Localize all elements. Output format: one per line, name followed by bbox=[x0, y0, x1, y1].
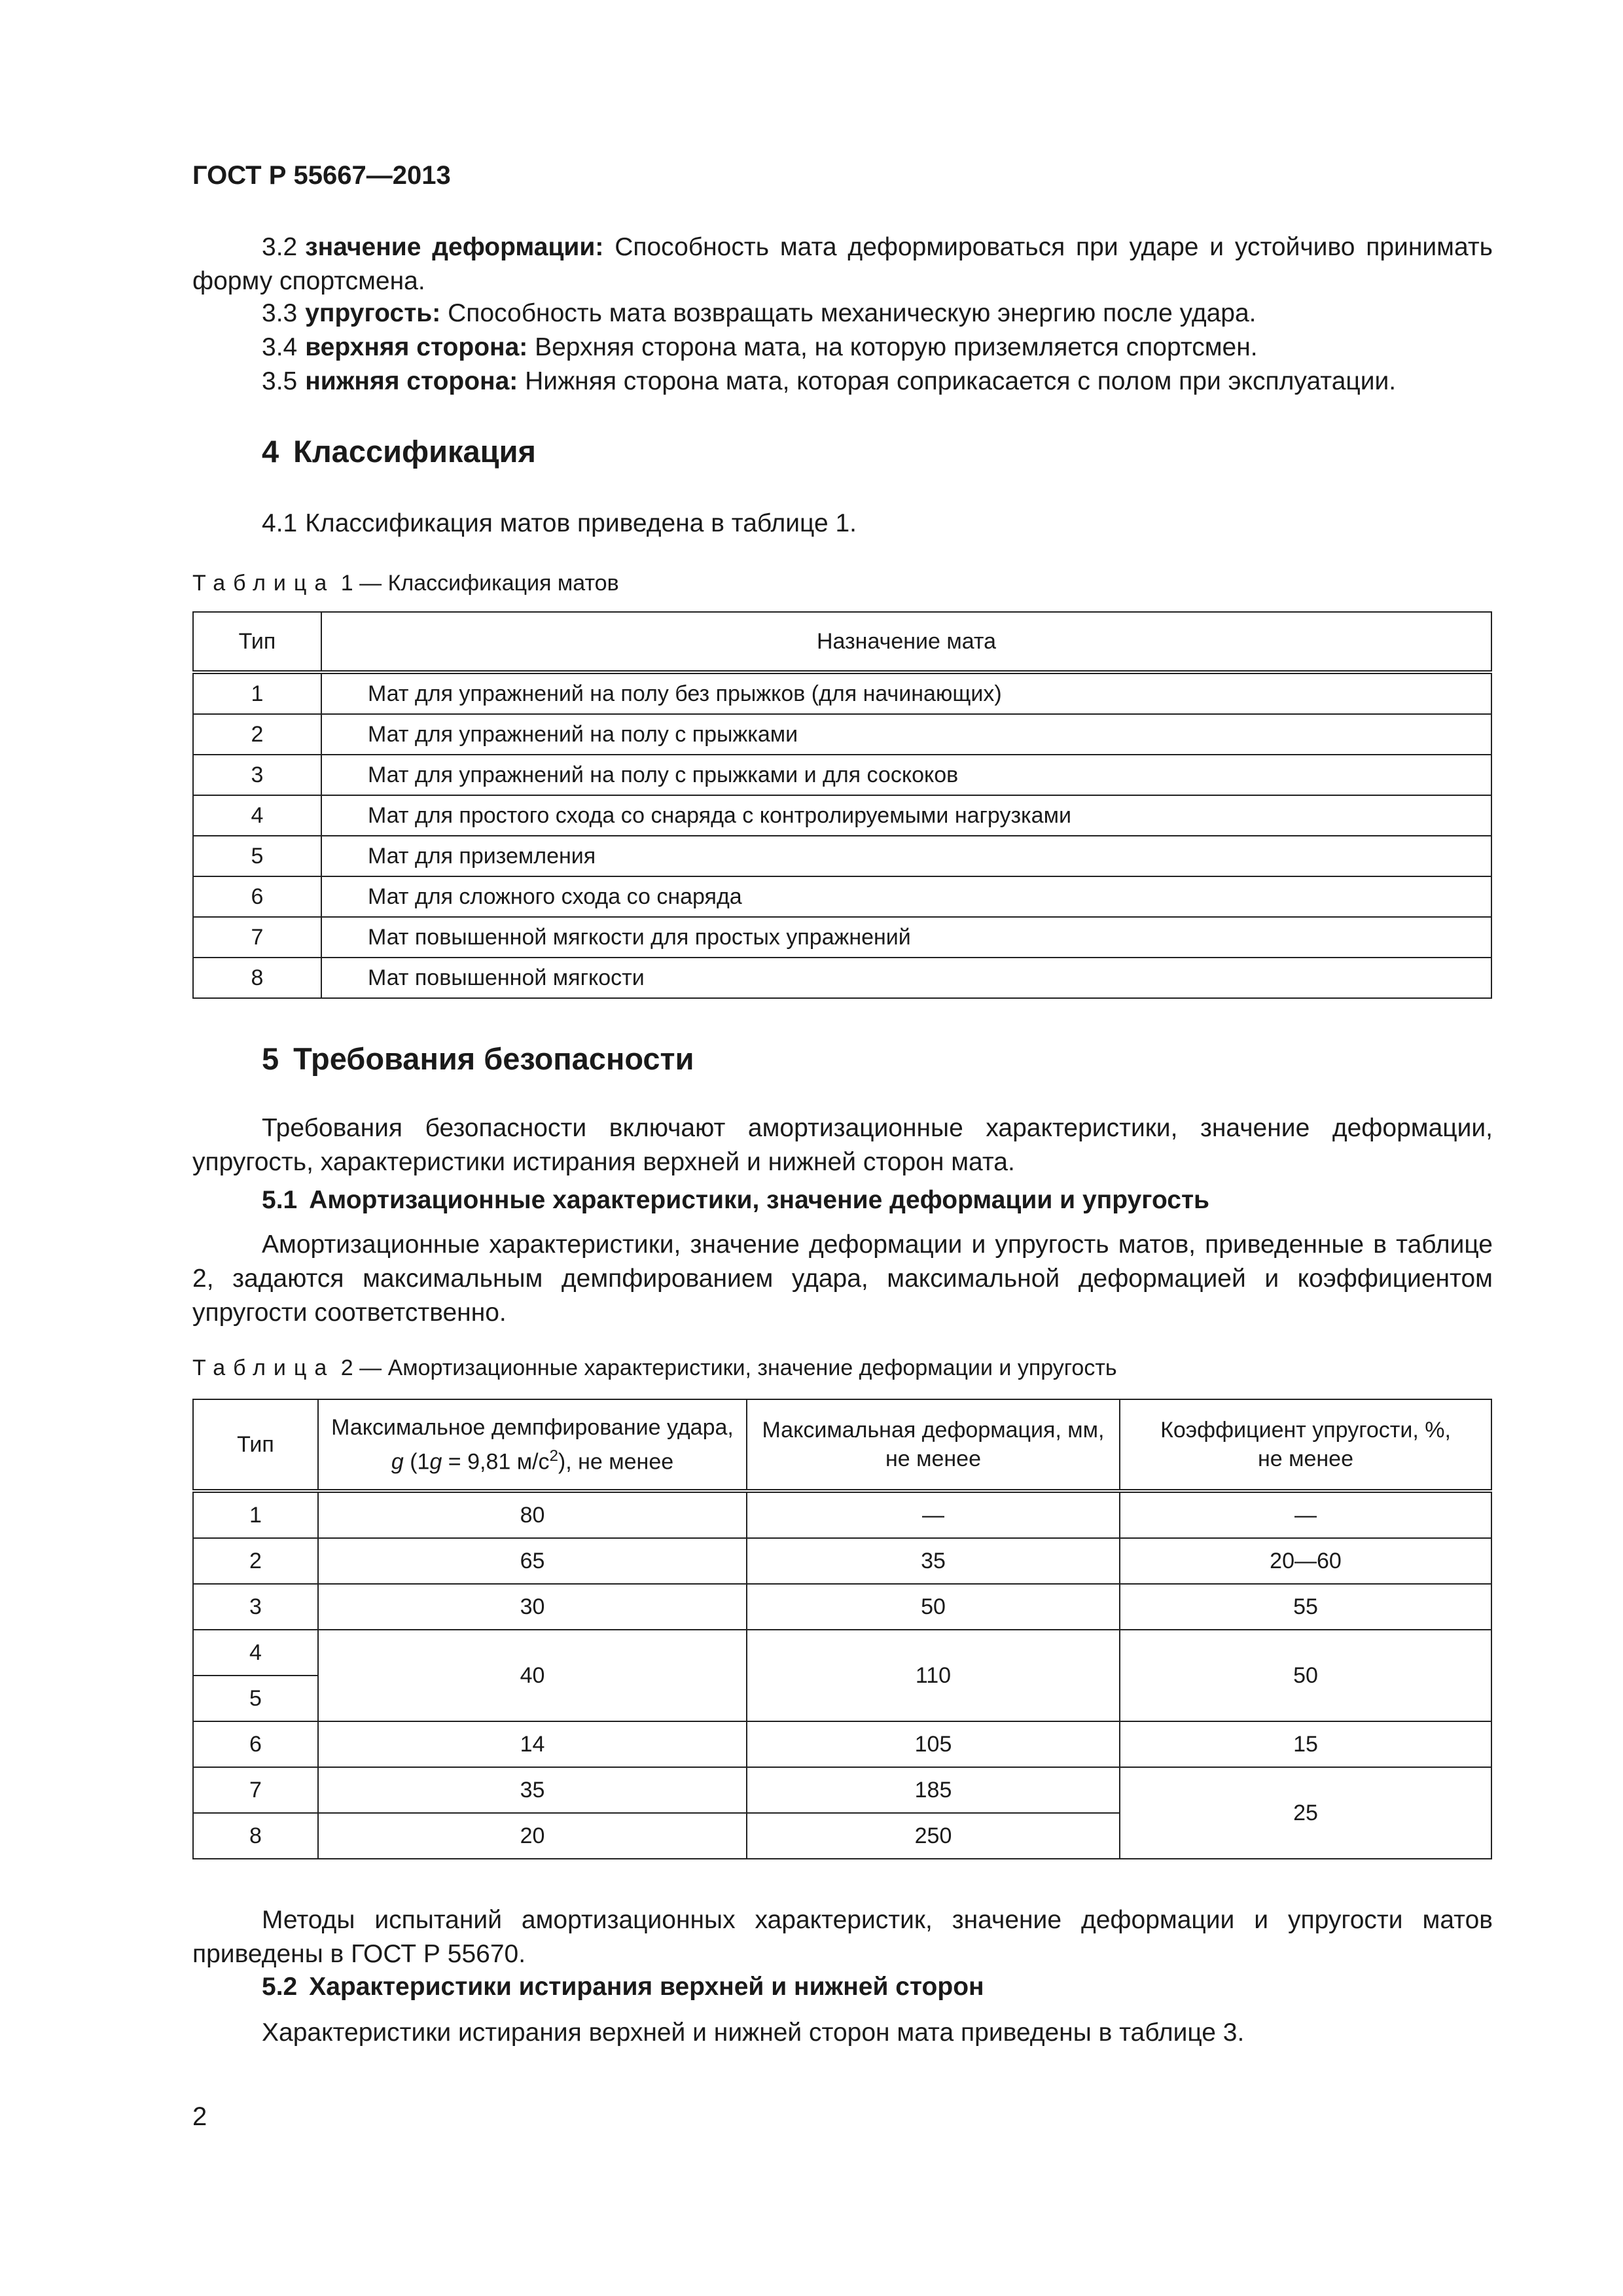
table-row bbox=[193, 917, 1491, 958]
caption-text: 1 — Классификация матов bbox=[340, 571, 619, 596]
defined-term: нижняя сторона: bbox=[305, 367, 518, 395]
clause-title: Характеристики истирания верхней и нижней сторон bbox=[309, 1973, 984, 2001]
definition-text: Нижняя сторона мата, которая соприкасается с полом при эксплуатации. bbox=[525, 367, 1397, 395]
header-line: не менее bbox=[885, 1446, 981, 1471]
clause-5-2-heading bbox=[262, 1973, 984, 2001]
purpose-cell: Мат для упражнений на полу без прыжков (для начинающих) bbox=[321, 672, 1491, 714]
table-2-caption bbox=[192, 1355, 1117, 1381]
column-header-type: Тип bbox=[193, 1399, 318, 1491]
table-row bbox=[193, 1630, 1491, 1676]
superscript: 2 bbox=[549, 1446, 558, 1465]
definition-3-4 bbox=[192, 331, 1493, 365]
header-fragment: ), не менее bbox=[558, 1449, 674, 1475]
elasticity-cell: 55 bbox=[1120, 1584, 1491, 1630]
clause-number: 3.3 bbox=[262, 299, 298, 327]
header-fragment: (1 bbox=[403, 1449, 430, 1475]
table-header-row bbox=[193, 612, 1491, 672]
purpose-cell: Мат повышенной мягкости bbox=[321, 958, 1491, 998]
type-cell: 6 bbox=[193, 1721, 318, 1767]
elasticity-cell: 50 bbox=[1120, 1630, 1491, 1721]
definition-3-3 bbox=[192, 296, 1493, 331]
type-cell: 4 bbox=[193, 1630, 318, 1676]
definition-text: Способность мата возвращать механическую энергию после удара. bbox=[448, 299, 1257, 327]
defined-term: значение деформации: bbox=[305, 233, 604, 261]
header-line: Максимальная деформация, мм, bbox=[762, 1418, 1105, 1443]
clause-number: 3.2 bbox=[262, 233, 298, 261]
table-header-row bbox=[193, 1399, 1491, 1491]
clause-number: 3.4 bbox=[262, 333, 298, 361]
clause-number: 5.2 bbox=[262, 1973, 298, 2001]
definition-3-5 bbox=[192, 365, 1493, 399]
column-header-elasticity bbox=[1120, 1399, 1491, 1491]
section-5-intro: Требования безопасности включают амортизационные характеристики, значение деформации, упругость, характеристики истирания верхней и нижней сторон мата. bbox=[192, 1114, 1493, 1176]
header-line: Коэффициент упругости, %, bbox=[1160, 1418, 1451, 1443]
caption-text: 2 — Амортизационные характеристики, значение деформации и упругость bbox=[340, 1355, 1117, 1380]
type-cell: 5 bbox=[193, 836, 321, 876]
type-cell: 6 bbox=[193, 876, 321, 917]
type-cell: 2 bbox=[193, 1538, 318, 1584]
header-line: Максимальное демпфирование удара, bbox=[331, 1414, 734, 1440]
column-header-damping bbox=[318, 1399, 747, 1491]
definition-text: Способность мата деформироваться при ударе и устойчиво принимать форму спортсмена. bbox=[192, 233, 1493, 295]
damping-cell: 14 bbox=[318, 1721, 747, 1767]
table-row bbox=[193, 836, 1491, 876]
clause-number: 3.5 bbox=[262, 367, 298, 395]
type-cell: 1 bbox=[193, 672, 321, 714]
caption-prefix: Таблица bbox=[192, 571, 335, 596]
symbol-g: g bbox=[391, 1449, 404, 1475]
type-cell: 7 bbox=[193, 1767, 318, 1813]
table-row bbox=[193, 1584, 1491, 1630]
type-cell: 3 bbox=[193, 755, 321, 795]
deformation-cell: — bbox=[747, 1491, 1120, 1538]
deformation-cell: 105 bbox=[747, 1721, 1120, 1767]
clause-5-1-heading bbox=[262, 1186, 1209, 1215]
table-row bbox=[193, 714, 1491, 755]
section-4-heading bbox=[262, 433, 536, 469]
table-row bbox=[193, 1767, 1491, 1813]
section-5-heading bbox=[262, 1041, 694, 1077]
table-2-characteristics bbox=[192, 1399, 1492, 1859]
table-row bbox=[193, 795, 1491, 836]
type-cell: 8 bbox=[193, 1813, 318, 1859]
definition-text: Верхняя сторона мата, на которую приземляется спортсмен. bbox=[535, 333, 1258, 361]
clause-number: 4.1 bbox=[262, 509, 298, 537]
deformation-cell: 110 bbox=[747, 1630, 1120, 1721]
clause-number: 5.1 bbox=[262, 1186, 298, 1214]
section-number: 4 bbox=[262, 434, 279, 469]
elasticity-cell: 20—60 bbox=[1120, 1538, 1491, 1584]
type-cell: 2 bbox=[193, 714, 321, 755]
elasticity-cell: 25 bbox=[1120, 1767, 1491, 1859]
deformation-cell: 50 bbox=[747, 1584, 1120, 1630]
purpose-cell: Мат для приземления bbox=[321, 836, 1491, 876]
table-row bbox=[193, 876, 1491, 917]
damping-cell: 40 bbox=[318, 1630, 747, 1721]
table-1-classification bbox=[192, 611, 1492, 999]
column-header-type: Тип bbox=[193, 612, 321, 672]
table-row bbox=[193, 958, 1491, 998]
type-cell: 3 bbox=[193, 1584, 318, 1630]
definition-3-2 bbox=[192, 230, 1493, 298]
page-number: 2 bbox=[192, 2102, 207, 2131]
deformation-cell: 35 bbox=[747, 1538, 1120, 1584]
purpose-cell: Мат для упражнений на полу с прыжками bbox=[321, 714, 1491, 755]
type-cell: 5 bbox=[193, 1676, 318, 1721]
test-methods-paragraph: Методы испытаний амортизационных характеристик, значение деформации и упругости матов приведены в ГОСТ Р 55670. bbox=[192, 1906, 1493, 1968]
purpose-cell: Мат для простого схода со снаряда с контролируемыми нагрузками bbox=[321, 795, 1491, 836]
purpose-cell: Мат для сложного схода со снаряда bbox=[321, 876, 1491, 917]
defined-term: упругость: bbox=[305, 299, 441, 327]
damping-cell: 65 bbox=[318, 1538, 747, 1584]
section-number: 5 bbox=[262, 1041, 279, 1076]
column-header-deformation bbox=[747, 1399, 1120, 1491]
table-row bbox=[193, 1538, 1491, 1584]
column-header-purpose: Назначение мата bbox=[321, 612, 1491, 672]
section-title: Классификация bbox=[293, 434, 536, 469]
purpose-cell: Мат повышенной мягкости для простых упражнений bbox=[321, 917, 1491, 958]
caption-prefix: Таблица bbox=[192, 1355, 335, 1380]
damping-cell: 35 bbox=[318, 1767, 747, 1813]
clause-title: Амортизационные характеристики, значение деформации и упругость bbox=[309, 1186, 1210, 1214]
damping-cell: 30 bbox=[318, 1584, 747, 1630]
table-row bbox=[193, 672, 1491, 714]
type-cell: 4 bbox=[193, 795, 321, 836]
table-row bbox=[193, 1491, 1491, 1538]
table-1-caption bbox=[192, 571, 619, 596]
elasticity-cell: — bbox=[1120, 1491, 1491, 1538]
type-cell: 1 bbox=[193, 1491, 318, 1538]
header-line: не менее bbox=[1257, 1446, 1353, 1471]
type-cell: 7 bbox=[193, 917, 321, 958]
damping-cell: 20 bbox=[318, 1813, 747, 1859]
clause-text: Классификация матов приведена в таблице 1. bbox=[305, 509, 857, 537]
deformation-cell: 250 bbox=[747, 1813, 1120, 1859]
purpose-cell: Мат для упражнений на полу с прыжками и для соскоков bbox=[321, 755, 1491, 795]
header-fragment: = 9,81 м/с bbox=[442, 1449, 550, 1475]
table-row bbox=[193, 1721, 1491, 1767]
defined-term: верхняя сторона: bbox=[305, 333, 528, 361]
clause-5-1-text: Амортизационные характеристики, значение деформации и упругость матов, приведенные в таблице 2, задаются максимальным демпфированием удара, максимальной деформацией и коэффициентом упругости соответственно. bbox=[192, 1230, 1493, 1327]
damping-cell: 80 bbox=[318, 1491, 747, 1538]
type-cell: 8 bbox=[193, 958, 321, 998]
symbol-g: g bbox=[429, 1449, 442, 1475]
table-row bbox=[193, 755, 1491, 795]
deformation-cell: 185 bbox=[747, 1767, 1120, 1813]
elasticity-cell: 15 bbox=[1120, 1721, 1491, 1767]
clause-4-1 bbox=[192, 507, 1493, 541]
document-code: ГОСТ Р 55667—2013 bbox=[192, 161, 451, 190]
clause-5-2-text: Характеристики истирания верхней и нижней сторон мата приведены в таблице 3. bbox=[262, 2018, 1245, 2047]
section-title: Требования безопасности bbox=[293, 1041, 694, 1076]
